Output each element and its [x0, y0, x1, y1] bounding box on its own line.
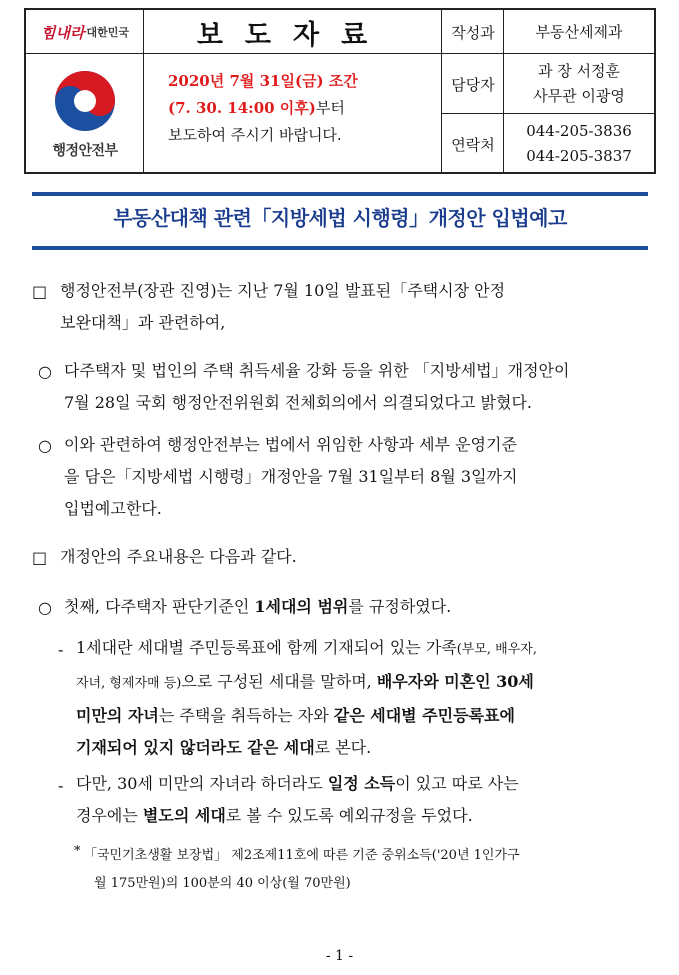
paragraph-main-contents	[60, 541, 654, 573]
headline-top-rule	[32, 192, 648, 196]
footnote-line: 「국민기초생활 보장법」 제2조제11호에 따른 기준 중위소득('20년 1인가구	[84, 848, 520, 863]
contact-value	[504, 54, 654, 114]
paragraph-line	[76, 666, 654, 700]
dept-label: 작성과	[451, 23, 495, 42]
paragraph-line: 다주택자 및 법인의 주택 취득세율 강화 등을 위한 「지방세법」개정안이	[64, 361, 570, 380]
page-number: - 1 -	[325, 948, 354, 964]
text-run: 로 본다.	[314, 738, 372, 757]
paragraph-line: 을 담은「지방세법 시행령」개정안을 7월 31일부터 8월 3일까지	[64, 467, 518, 486]
paragraph-line	[76, 632, 654, 666]
paragraph-line: 이와 관련하여 행정안전부는 법에서 위임한 사항과 세부 운영기준	[64, 435, 517, 454]
phone-number-2: 044-205-3837	[526, 147, 632, 165]
ministry-emblem-cell	[26, 54, 144, 174]
paragraph-household-definition	[76, 632, 654, 764]
phone-label: 연락처	[451, 135, 495, 154]
bold-text: 같은 세대별 주민등록표에	[333, 706, 515, 725]
paragraph-household-scope	[64, 591, 654, 623]
paragraph-line: 행정안전부(장관 진영)는 지난 7월 10일 발표된「주택시장 안정	[60, 281, 506, 300]
bold-text: 배우자와 미혼인 30세	[376, 672, 534, 691]
text-run: 로 볼 수 있도록 예외규정을 두었다.	[225, 806, 473, 825]
paragraph-line: 입법예고한다.	[64, 499, 162, 518]
small-text: 자녀, 형제자매 등)	[76, 676, 182, 691]
bold-text: 일정 소득	[327, 774, 396, 793]
circle-bullet: ○	[38, 362, 52, 381]
release-instruction: 보도하여 주시기 바랍니다.	[168, 126, 342, 144]
dash-bullet: -	[58, 640, 64, 659]
taegeuk-emblem-icon	[52, 68, 118, 134]
bold-text: 1세대의 범위	[254, 597, 349, 616]
release-time: (7. 30. 14:00 이후)	[168, 99, 316, 117]
release-time-line	[168, 95, 432, 122]
press-release-header	[24, 8, 656, 174]
text-run: 1세대란 세대별 주민등록표에 함께 기재되어 있는 가족	[76, 638, 457, 657]
headline-bottom-rule	[32, 246, 648, 250]
headline: 부동산대책 관련「지방세법 시행령」개정안 입법예고	[113, 206, 567, 230]
paragraph-line	[64, 591, 654, 623]
footnote	[84, 842, 654, 898]
embargo-notice	[144, 54, 442, 174]
bold-text: 기재되어 있지 않더라도 같은 세대	[76, 738, 315, 757]
footnote-mark: *	[74, 844, 81, 859]
paragraph-line	[76, 700, 654, 732]
square-bullet: □	[32, 282, 48, 301]
bold-text: 미만의 자녀	[76, 706, 159, 725]
text-run: 를 규정하였다.	[348, 597, 452, 616]
paragraph-intro	[60, 275, 654, 339]
phone-value	[504, 114, 654, 174]
square-bullet: □	[32, 548, 48, 567]
text-run: 이 있고 따로 사는	[395, 774, 519, 793]
text-run: 는 주택을 취득하는 자와	[158, 706, 334, 725]
paragraph-line: 보완대책」과 관련하여,	[60, 313, 226, 332]
paragraph-line	[76, 732, 654, 764]
text-run: 경우에는	[76, 806, 143, 825]
dept-value: 부동산세제과	[535, 22, 623, 41]
paragraph-exception	[76, 768, 654, 832]
paragraph-legislative-notice	[64, 429, 654, 525]
paragraph-line	[76, 768, 654, 800]
paragraph-line: 7월 28일 국회 행정안전위원회 전체회의에서 의결되었다고 밝혔다.	[64, 393, 532, 412]
contact-director: 과 장 서정훈	[538, 62, 620, 80]
paragraph-line	[76, 800, 654, 832]
slogan-script: 힘내라	[41, 23, 85, 42]
paragraph-line: 개정안의 주요내용은 다음과 같다.	[60, 547, 297, 566]
footnote-line: 월 175만원)의 100분의 40 이상(월 70만원)	[94, 876, 351, 891]
release-date: 2020년 7월 31일(금) 조간	[168, 72, 358, 90]
ministry-name: 행정안전부	[52, 143, 118, 159]
slogan-text: 대한민국	[86, 26, 129, 39]
contact-officer: 사무관 이광영	[533, 87, 625, 105]
small-text: (부모, 배우자,	[456, 642, 537, 657]
slogan-logo	[26, 10, 144, 54]
text-run: 다만, 30세 미만의 자녀라 하더라도	[76, 774, 328, 793]
text-run: 첫째, 다주택자 판단기준인	[64, 597, 255, 616]
circle-bullet: ○	[38, 598, 52, 617]
circle-bullet: ○	[38, 436, 52, 455]
text-run: 으로 구성된 세대를 말하며,	[181, 672, 377, 691]
document-title: 보도자료	[196, 19, 390, 51]
bold-text: 별도의 세대	[142, 806, 226, 825]
paragraph-bill-passed	[64, 355, 654, 419]
contact-label: 담당자	[451, 75, 495, 94]
dash-bullet: -	[58, 776, 64, 795]
phone-number-1: 044-205-3836	[526, 122, 632, 140]
release-time-suffix: 부터	[315, 99, 345, 117]
